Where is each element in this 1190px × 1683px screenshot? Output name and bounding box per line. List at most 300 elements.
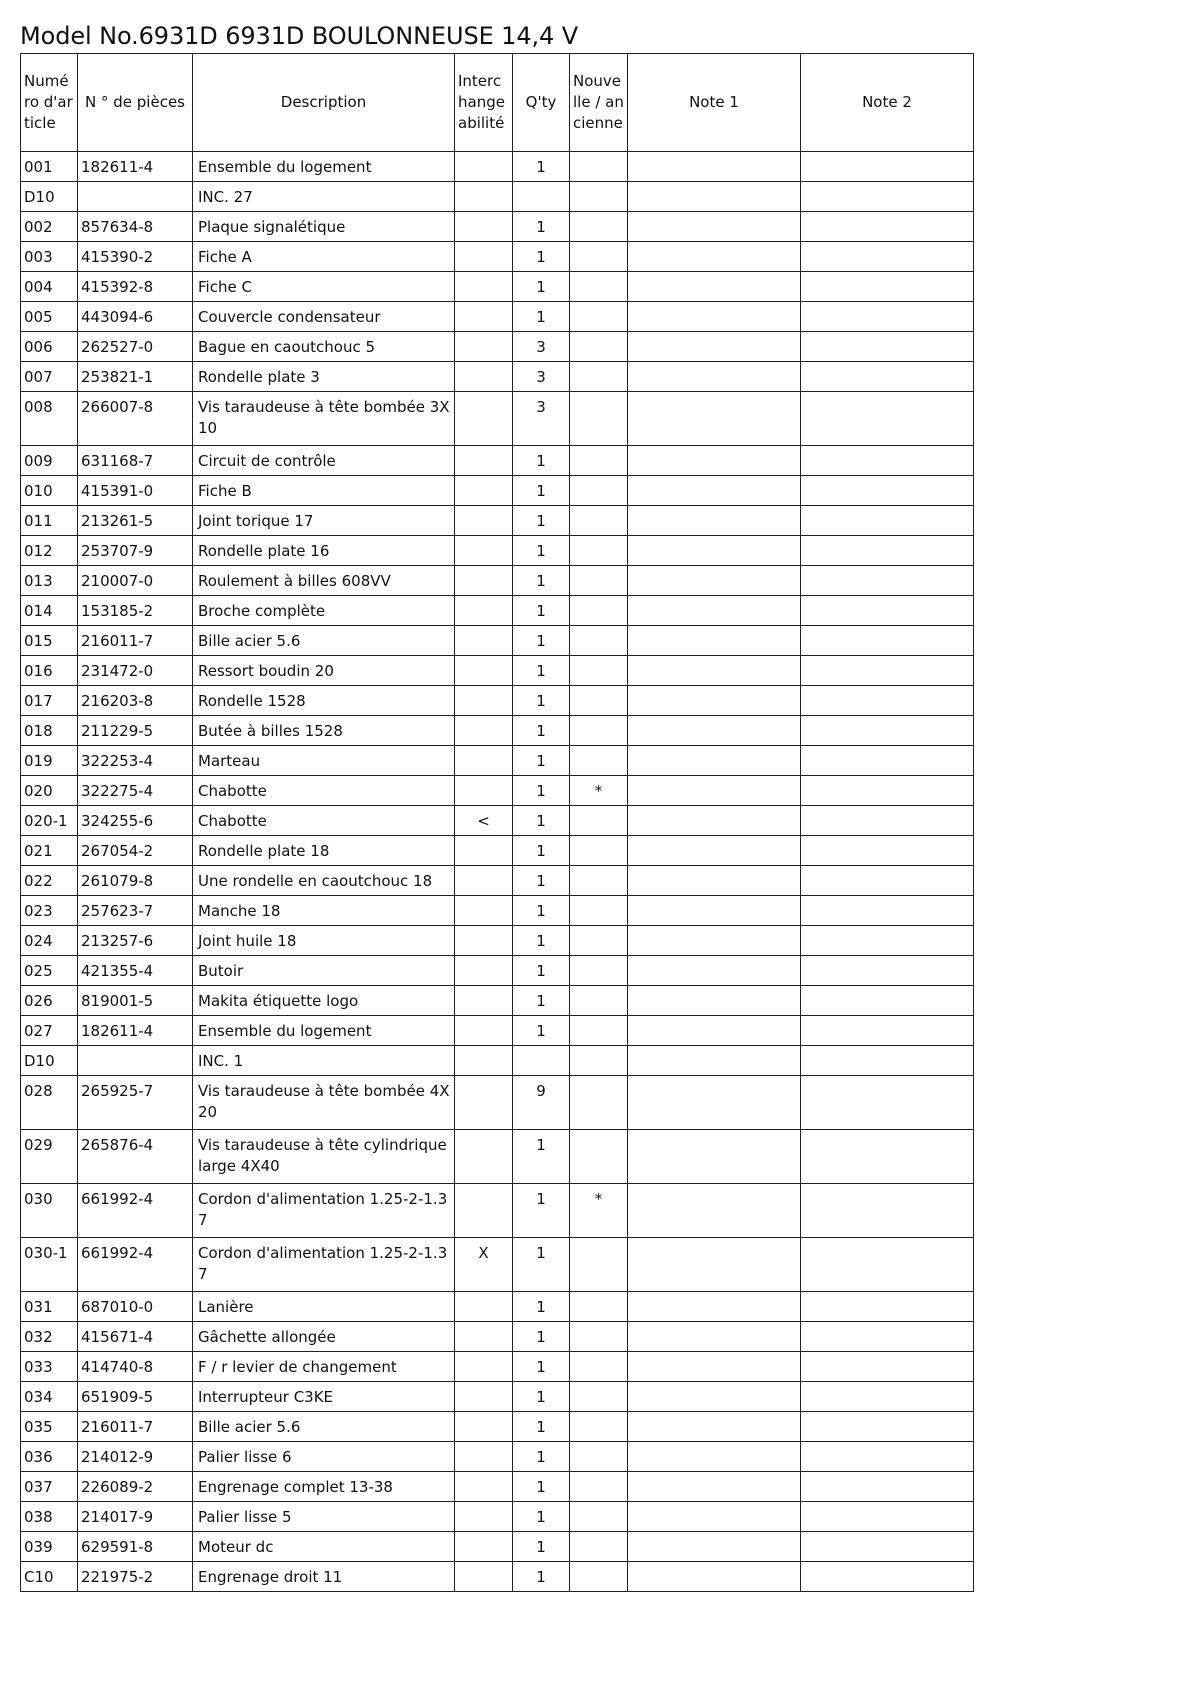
table-row: [21, 1382, 974, 1412]
cell-note-1: [628, 1442, 801, 1472]
cell-part-no: 257623-7: [78, 896, 193, 926]
cell-description: Vis taraudeuse à tête bombée 3X10: [193, 392, 455, 446]
cell-description: Butée à billes 1528: [193, 716, 455, 746]
cell-new-old: [570, 1442, 628, 1472]
cell-item-no: 029: [21, 1130, 78, 1184]
cell-new-old: [570, 596, 628, 626]
cell-description: Fiche A: [193, 242, 455, 272]
cell-interchangeability: [455, 626, 513, 656]
cell-qty: 1: [513, 1016, 570, 1046]
cell-part-no: 421355-4: [78, 956, 193, 986]
cell-qty: 1: [513, 956, 570, 986]
cell-item-no: 030-1: [21, 1238, 78, 1292]
cell-note-1: [628, 1130, 801, 1184]
table-row: [21, 476, 974, 506]
cell-note-1: [628, 536, 801, 566]
cell-part-no: 322253-4: [78, 746, 193, 776]
cell-description: Circuit de contrôle: [193, 446, 455, 476]
cell-description: Bille acier 5.6: [193, 626, 455, 656]
cell-note-2: [801, 1532, 974, 1562]
cell-qty: 1: [513, 596, 570, 626]
cell-new-old: [570, 686, 628, 716]
header-item-no: Numéro d'article: [21, 54, 78, 152]
cell-new-old: [570, 332, 628, 362]
cell-qty: 1: [513, 302, 570, 332]
table-row: [21, 626, 974, 656]
cell-part-no: 443094-6: [78, 302, 193, 332]
cell-note-2: [801, 1076, 974, 1130]
cell-item-no: 015: [21, 626, 78, 656]
cell-note-1: [628, 1184, 801, 1238]
cell-interchangeability: [455, 392, 513, 446]
cell-part-no: [78, 182, 193, 212]
cell-note-1: [628, 1352, 801, 1382]
cell-interchangeability: [455, 926, 513, 956]
cell-qty: 1: [513, 536, 570, 566]
cell-description: Interrupteur C3KE: [193, 1382, 455, 1412]
cell-part-no: 415391-0: [78, 476, 193, 506]
cell-qty: 1: [513, 656, 570, 686]
cell-new-old: [570, 212, 628, 242]
cell-note-1: [628, 242, 801, 272]
cell-interchangeability: [455, 446, 513, 476]
cell-note-1: [628, 626, 801, 656]
table-row: [21, 776, 974, 806]
cell-interchangeability: [455, 716, 513, 746]
cell-note-2: [801, 362, 974, 392]
cell-qty: 1: [513, 866, 570, 896]
table-row: [21, 686, 974, 716]
cell-part-no: 182611-4: [78, 152, 193, 182]
cell-description: Rondelle 1528: [193, 686, 455, 716]
cell-interchangeability: [455, 152, 513, 182]
cell-interchangeability: [455, 1532, 513, 1562]
cell-part-no: 182611-4: [78, 1016, 193, 1046]
cell-new-old: [570, 746, 628, 776]
cell-new-old: [570, 1130, 628, 1184]
cell-qty: 1: [513, 626, 570, 656]
cell-qty: 1: [513, 506, 570, 536]
table-row: [21, 302, 974, 332]
cell-new-old: [570, 362, 628, 392]
table-row: [21, 596, 974, 626]
cell-description: Roulement à billes 608VV: [193, 566, 455, 596]
cell-note-2: [801, 332, 974, 362]
cell-item-no: 009: [21, 446, 78, 476]
cell-description: Fiche B: [193, 476, 455, 506]
cell-interchangeability: X: [455, 1238, 513, 1292]
cell-interchangeability: [455, 836, 513, 866]
cell-interchangeability: [455, 1442, 513, 1472]
cell-interchangeability: [455, 182, 513, 212]
cell-new-old: [570, 1562, 628, 1592]
cell-description: Moteur dc: [193, 1532, 455, 1562]
cell-note-1: [628, 596, 801, 626]
cell-qty: 1: [513, 986, 570, 1016]
table-row: [21, 716, 974, 746]
cell-interchangeability: [455, 686, 513, 716]
cell-part-no: 415671-4: [78, 1322, 193, 1352]
cell-part-no: 226089-2: [78, 1472, 193, 1502]
cell-qty: 1: [513, 1352, 570, 1382]
cell-item-no: 010: [21, 476, 78, 506]
table-row: [21, 152, 974, 182]
cell-note-1: [628, 446, 801, 476]
cell-note-2: [801, 776, 974, 806]
cell-note-1: [628, 1412, 801, 1442]
cell-note-1: [628, 212, 801, 242]
cell-qty: 1: [513, 476, 570, 506]
cell-description: Joint torique 17: [193, 506, 455, 536]
cell-part-no: 661992-4: [78, 1238, 193, 1292]
cell-description: Une rondelle en caoutchouc 18: [193, 866, 455, 896]
cell-interchangeability: [455, 1292, 513, 1322]
cell-part-no: 253707-9: [78, 536, 193, 566]
cell-note-1: [628, 1076, 801, 1130]
header-new-old: Nouvelle / ancienne: [570, 54, 628, 152]
cell-note-1: [628, 1562, 801, 1592]
cell-new-old: [570, 302, 628, 332]
cell-note-2: [801, 1442, 974, 1472]
cell-note-1: [628, 362, 801, 392]
cell-note-2: [801, 956, 974, 986]
cell-interchangeability: [455, 1016, 513, 1046]
cell-qty: 1: [513, 446, 570, 476]
cell-interchangeability: [455, 1352, 513, 1382]
table-row: [21, 926, 974, 956]
cell-qty: 1: [513, 1292, 570, 1322]
cell-interchangeability: [455, 332, 513, 362]
cell-note-2: [801, 242, 974, 272]
table-row: [21, 986, 974, 1016]
table-row: [21, 866, 974, 896]
cell-part-no: 216203-8: [78, 686, 193, 716]
cell-note-2: [801, 926, 974, 956]
cell-note-2: [801, 986, 974, 1016]
cell-qty: 1: [513, 152, 570, 182]
table-row: [21, 836, 974, 866]
cell-note-2: [801, 182, 974, 212]
cell-item-no: 039: [21, 1532, 78, 1562]
cell-part-no: 213257-6: [78, 926, 193, 956]
cell-interchangeability: [455, 1322, 513, 1352]
cell-note-1: [628, 716, 801, 746]
cell-item-no: 017: [21, 686, 78, 716]
cell-part-no: 819001-5: [78, 986, 193, 1016]
cell-description: Palier lisse 6: [193, 1442, 455, 1472]
cell-new-old: [570, 392, 628, 446]
cell-new-old: [570, 536, 628, 566]
cell-interchangeability: [455, 746, 513, 776]
cell-item-no: 026: [21, 986, 78, 1016]
cell-note-2: [801, 1352, 974, 1382]
cell-description: Lanière: [193, 1292, 455, 1322]
cell-item-no: 027: [21, 1016, 78, 1046]
cell-new-old: *: [570, 776, 628, 806]
cell-note-1: [628, 896, 801, 926]
cell-note-2: [801, 302, 974, 332]
cell-item-no: 021: [21, 836, 78, 866]
cell-note-1: [628, 986, 801, 1016]
cell-new-old: [570, 1076, 628, 1130]
cell-interchangeability: [455, 1502, 513, 1532]
cell-description: Couvercle condensateur: [193, 302, 455, 332]
cell-interchangeability: [455, 242, 513, 272]
cell-interchangeability: [455, 362, 513, 392]
cell-part-no: 265925-7: [78, 1076, 193, 1130]
cell-note-2: [801, 1412, 974, 1442]
cell-interchangeability: [455, 1562, 513, 1592]
cell-new-old: [570, 446, 628, 476]
cell-item-no: 011: [21, 506, 78, 536]
cell-interchangeability: [455, 302, 513, 332]
cell-interchangeability: [455, 566, 513, 596]
table-row: [21, 1502, 974, 1532]
table-row: [21, 746, 974, 776]
cell-note-2: [801, 806, 974, 836]
table-row: [21, 1352, 974, 1382]
table-row: [21, 446, 974, 476]
table-row: [21, 1562, 974, 1592]
cell-description: Rondelle plate 3: [193, 362, 455, 392]
cell-description: F / r levier de changement: [193, 1352, 455, 1382]
cell-new-old: [570, 182, 628, 212]
cell-qty: 1: [513, 1532, 570, 1562]
cell-note-1: [628, 656, 801, 686]
cell-item-no: D10: [21, 1046, 78, 1076]
cell-part-no: 262527-0: [78, 332, 193, 362]
cell-interchangeability: [455, 272, 513, 302]
header-qty: Q'ty: [513, 54, 570, 152]
table-row: [21, 536, 974, 566]
table-row: [21, 1292, 974, 1322]
cell-part-no: 415390-2: [78, 242, 193, 272]
cell-note-1: [628, 836, 801, 866]
cell-note-1: [628, 302, 801, 332]
cell-note-1: [628, 332, 801, 362]
cell-new-old: [570, 1016, 628, 1046]
cell-description: Gâchette allongée: [193, 1322, 455, 1352]
cell-note-1: [628, 686, 801, 716]
parts-table: [20, 53, 974, 1592]
table-row: [21, 1076, 974, 1130]
cell-part-no: 216011-7: [78, 1412, 193, 1442]
cell-part-no: 629591-8: [78, 1532, 193, 1562]
cell-item-no: 019: [21, 746, 78, 776]
cell-note-1: [628, 956, 801, 986]
cell-item-no: 022: [21, 866, 78, 896]
cell-note-2: [801, 866, 974, 896]
cell-description: Marteau: [193, 746, 455, 776]
cell-interchangeability: [455, 596, 513, 626]
cell-note-2: [801, 656, 974, 686]
cell-part-no: 221975-2: [78, 1562, 193, 1592]
cell-note-2: [801, 1238, 974, 1292]
cell-qty: 1: [513, 1472, 570, 1502]
table-row: [21, 332, 974, 362]
cell-item-no: 001: [21, 152, 78, 182]
cell-interchangeability: [455, 1130, 513, 1184]
cell-note-1: [628, 1382, 801, 1412]
cell-qty: 1: [513, 272, 570, 302]
cell-description: Ensemble du logement: [193, 152, 455, 182]
cell-qty: 1: [513, 242, 570, 272]
table-row: [21, 212, 974, 242]
cell-note-2: [801, 896, 974, 926]
cell-new-old: [570, 506, 628, 536]
cell-interchangeability: [455, 656, 513, 686]
cell-item-no: 023: [21, 896, 78, 926]
cell-item-no: 003: [21, 242, 78, 272]
cell-qty: 3: [513, 362, 570, 392]
cell-part-no: 324255-6: [78, 806, 193, 836]
cell-description: Ensemble du logement: [193, 1016, 455, 1046]
cell-interchangeability: [455, 1076, 513, 1130]
header-interchangeability: Interchangeabilité: [455, 54, 513, 152]
cell-new-old: [570, 272, 628, 302]
cell-description: INC. 27: [193, 182, 455, 212]
cell-note-2: [801, 1472, 974, 1502]
cell-new-old: [570, 806, 628, 836]
cell-note-1: [628, 272, 801, 302]
cell-note-2: [801, 566, 974, 596]
cell-part-no: 214012-9: [78, 1442, 193, 1472]
cell-interchangeability: [455, 956, 513, 986]
cell-new-old: [570, 1292, 628, 1322]
table-row: [21, 362, 974, 392]
cell-qty: 1: [513, 836, 570, 866]
cell-description: Rondelle plate 18: [193, 836, 455, 866]
cell-description: Plaque signalétique: [193, 212, 455, 242]
cell-description: Manche 18: [193, 896, 455, 926]
cell-note-1: [628, 866, 801, 896]
cell-qty: 1: [513, 1184, 570, 1238]
cell-part-no: 214017-9: [78, 1502, 193, 1532]
cell-note-1: [628, 1238, 801, 1292]
cell-note-2: [801, 476, 974, 506]
cell-note-1: [628, 1532, 801, 1562]
cell-part-no: 415392-8: [78, 272, 193, 302]
cell-interchangeability: [455, 212, 513, 242]
cell-interchangeability: [455, 1382, 513, 1412]
cell-note-2: [801, 596, 974, 626]
cell-interchangeability: [455, 866, 513, 896]
cell-note-2: [801, 1292, 974, 1322]
header-description: Description: [193, 54, 455, 152]
cell-qty: [513, 1046, 570, 1076]
cell-qty: 1: [513, 926, 570, 956]
cell-qty: 1: [513, 1502, 570, 1532]
cell-note-1: [628, 152, 801, 182]
cell-new-old: [570, 1502, 628, 1532]
cell-new-old: [570, 1382, 628, 1412]
cell-item-no: 024: [21, 926, 78, 956]
header-note-2: Note 2: [801, 54, 974, 152]
cell-qty: 1: [513, 1412, 570, 1442]
cell-note-2: [801, 836, 974, 866]
cell-item-no: 006: [21, 332, 78, 362]
cell-note-2: [801, 716, 974, 746]
cell-qty: 1: [513, 212, 570, 242]
cell-item-no: 032: [21, 1322, 78, 1352]
cell-new-old: [570, 1532, 628, 1562]
cell-note-2: [801, 626, 974, 656]
table-row: [21, 656, 974, 686]
cell-description: Palier lisse 5: [193, 1502, 455, 1532]
cell-item-no: 005: [21, 302, 78, 332]
cell-note-2: [801, 1502, 974, 1532]
cell-note-2: [801, 272, 974, 302]
cell-item-no: 035: [21, 1412, 78, 1442]
cell-part-no: 687010-0: [78, 1292, 193, 1322]
cell-part-no: 216011-7: [78, 626, 193, 656]
cell-new-old: [570, 1352, 628, 1382]
cell-description: INC. 1: [193, 1046, 455, 1076]
cell-description: Rondelle plate 16: [193, 536, 455, 566]
cell-new-old: [570, 716, 628, 746]
cell-description: Vis taraudeuse à tête bombée 4X20: [193, 1076, 455, 1130]
cell-interchangeability: [455, 1412, 513, 1442]
cell-item-no: 036: [21, 1442, 78, 1472]
cell-new-old: [570, 956, 628, 986]
cell-qty: 3: [513, 332, 570, 362]
cell-part-no: 261079-8: [78, 866, 193, 896]
cell-new-old: [570, 476, 628, 506]
cell-item-no: 018: [21, 716, 78, 746]
cell-item-no: 013: [21, 566, 78, 596]
cell-note-1: [628, 182, 801, 212]
header-part-no: N ° de pièces: [78, 54, 193, 152]
cell-note-1: [628, 392, 801, 446]
cell-interchangeability: [455, 506, 513, 536]
cell-new-old: [570, 1412, 628, 1442]
table-row: [21, 242, 974, 272]
cell-interchangeability: <: [455, 806, 513, 836]
table-row: [21, 1472, 974, 1502]
cell-qty: 1: [513, 746, 570, 776]
cell-note-1: [628, 506, 801, 536]
cell-note-1: [628, 566, 801, 596]
cell-new-old: *: [570, 1184, 628, 1238]
cell-new-old: [570, 566, 628, 596]
cell-description: Chabotte: [193, 806, 455, 836]
table-row: [21, 182, 974, 212]
cell-description: Makita étiquette logo: [193, 986, 455, 1016]
cell-qty: 1: [513, 1382, 570, 1412]
cell-item-no: 037: [21, 1472, 78, 1502]
table-row: [21, 956, 974, 986]
cell-interchangeability: [455, 1046, 513, 1076]
cell-item-no: 025: [21, 956, 78, 986]
cell-note-1: [628, 746, 801, 776]
table-row: [21, 566, 974, 596]
cell-note-2: [801, 1016, 974, 1046]
cell-new-old: [570, 1046, 628, 1076]
cell-qty: 9: [513, 1076, 570, 1130]
cell-part-no: [78, 1046, 193, 1076]
cell-part-no: 414740-8: [78, 1352, 193, 1382]
cell-item-no: 034: [21, 1382, 78, 1412]
cell-new-old: [570, 836, 628, 866]
cell-qty: 1: [513, 806, 570, 836]
cell-qty: 3: [513, 392, 570, 446]
table-row: [21, 1184, 974, 1238]
cell-description: Engrenage complet 13-38: [193, 1472, 455, 1502]
cell-description: Cordon d'alimentation 1.25-2-1.37: [193, 1184, 455, 1238]
table-row: [21, 1016, 974, 1046]
cell-item-no: 030: [21, 1184, 78, 1238]
table-row: [21, 1046, 974, 1076]
